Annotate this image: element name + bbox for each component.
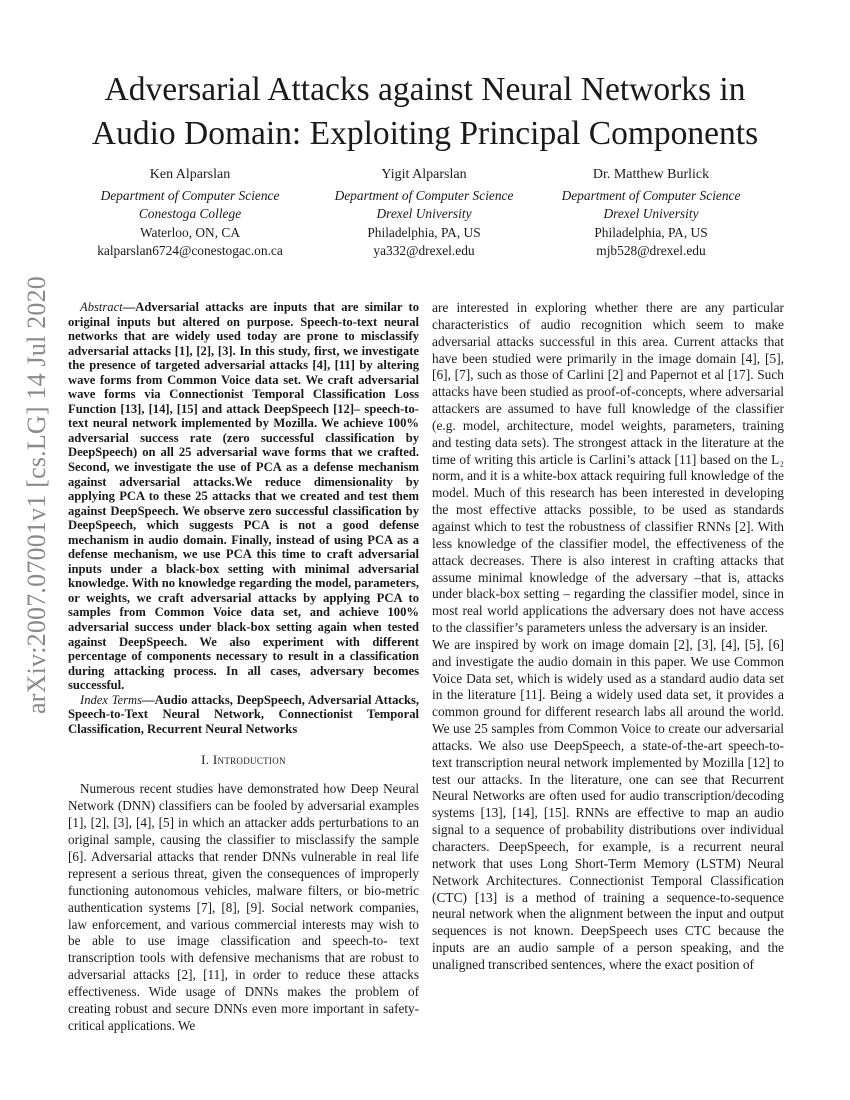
arxiv-stamp <box>14 276 60 714</box>
index-terms-text: —Audio attacks, DeepSpeech, Adversarial Attacks, Speech-to-Text Neural Network, Connectionist Temporal Classification, Recurrent Neural Networks <box>68 692 420 736</box>
author-block <box>0 166 850 266</box>
abstract-label: Abstract <box>80 300 123 314</box>
index-terms-label: Index Terms <box>80 692 143 707</box>
author-1 <box>55 166 325 261</box>
right-column <box>432 300 784 974</box>
author-institution: Drexel University <box>376 206 472 222</box>
intro-paragraph: Numerous recent studies have demonstrated how Deep Neural Network (DNN) classifiers can be fooled by adversarial examples [1], [2], [3], [4], [5] in which an attacker adds perturbations to an original sample, causing the classifier to misclassify the sample [6]. Adversarial attacks that render DNNs vulnerable in real life represent a serious threat, given the consequences of improperly functioning autonomous vehicles, malware filters, or bio-metric authentication systems [7], [8], [9]. Social network companies, law enforcement, and various commercial interests may wish to be able to use image classification and speech-to- text transcription tools with defensive mechanisms that are robust to adversarial attacks [2], [11], in order to reduce these attacks effectiveness. Wide usage of DNNs makes the problem of creating robust and secure DNNs even more important in safety-critical applications. We <box>68 781 419 1033</box>
body-paragraph: are interested in exploring whether there are any particular characteristics of audio recognition which seem to make adversarial attacks successful in this area. Current attacks that have been studied were primarily in the image domain [4], [5], [6], [7], such as those of Carlini [2] and Papernot et al [17]. Such attacks have been studied as proof-of-concepts, where adversarial attackers are assumed to have full knowledge of the classifier (e.g. model, architecture, model weights, parameters, training and testing data sets). The strongest attack in the literature at the time of writing this article is Carlini’s attack [11] based on the L₂ norm, and it is a white-box attack requiring full knowledge of the model. Much of this research has been interested in developing the most effective attacks possible, to be used as standards against which to test the robustness of classifier RNNs [2]. With less knowledge of the classifier model, the effectiveness of the attack decreases. There is also interest in crafting attacks that assume minimal knowledge of the adversary –that is, attacks under black-box setting – regarding the classifier model, since in most real world applications the adversary does not have access to the classifier’s parameters unless the adversary is an insider. <box>432 300 784 636</box>
author-name: Yigit Alparslan <box>381 167 467 182</box>
author-email: mjb528@drexel.edu <box>596 243 706 259</box>
author-email: kalparslan6724@conestogac.on.ca <box>97 243 283 259</box>
author-name: Dr. Matthew Burlick <box>592 167 710 182</box>
author-location: Waterloo, ON, CA <box>139 224 241 240</box>
index-terms <box>68 693 419 737</box>
body-paragraph: We are inspired by work on image domain [2], [3], [4], [5], [6] and investigate the audio domain in this paper. We use Common Voice Data set, which is widely used as a standard audio data set in the literature [11]. Being a widely used data set, it provides a common ground for different research labs all around the world. We use 25 samples from Common Voice to create our adversarial attacks. We also use DeepSpeech, a state-of-the-art speech-to-text transcription neural network implemented by Mozilla [12] to test our attacks. In the literature, one can see that Recurrent Neural Networks are often used for audio transcription/decoding systems [13], [14], [15]. RNNs are effective to map an audio signal to a sequence of probability distributions over individual characters. DeepSpeech, for example, is a recurrent neural network that uses Long Short-Term Memory (LSTM) Neural Network Architectures. Connectionist Temporal Classification (CTC) [13] is a method of training a sequence-to-sequence neural network when the alignment between the input and output sequences is not known. DeepSpeech uses CTC because the inputs are an audio sample of a person speaking, and the unaligned transcribed sentences, where the exact position of <box>432 636 784 972</box>
author-department: Department of Computer Science <box>334 187 514 203</box>
author-department: Department of Computer Science <box>561 187 741 203</box>
left-column <box>68 300 419 1035</box>
author-location: Philadelphia, PA, US <box>594 224 708 240</box>
paper-title: Adversarial Attacks against Neural Networks in Audio Domain: Exploiting Principal Components <box>91 71 759 152</box>
author-location: Philadelphia, PA, US <box>367 224 481 240</box>
author-email: ya332@drexel.edu <box>373 243 475 259</box>
arxiv-stamp-text: arXiv:2007.07001v1 [cs.LG] 14 Jul 2020 <box>22 276 51 714</box>
author-institution: Conestoga College <box>138 206 242 222</box>
author-name: Ken Alparslan <box>149 167 231 182</box>
abstract <box>68 300 419 693</box>
abstract-text: —Adversarial attacks are inputs that are similar to original inputs but altered on purpose. Speech-to-text neural networks that are widely used today are prone to misclassify adversarial attacks [1], [2], [3]. In this study, first, we investigate the presence of targeted adversarial attacks [4], [11] by altering wave forms from Common Voice data set. We craft adversarial wave forms via Connectionist Temporal Classification Loss Function [13], [14], [15] and attack DeepSpeech [12]– speech-to-text neural network implemented by Mozilla. We achieve 100% adversarial success rate (zero successful classification by DeepSpeech) on all 25 adversarial wave forms that we crafted. Second, we investigate the use of PCA as a defense mechanism against adversarial attacks.We reduce dimensionality by applying PCA to these 25 attacks that we created and test them against DeepSpeech. We observe zero successful classification by DeepSpeech, which suggests PCA is not a good defense mechanism in audio domain. Finally, instead of using PCA as a defense mechanism, we use PCA this time to craft adversarial inputs under a black-box setting with minimal adversarial knowledge. With no knowledge regarding the model, parameters, or weights, we craft adversarial attacks by applying PCA to samples from Common Voice data set, and achieve 100% adversarial success under black-box setting again when tested against DeepSpeech. We also experiment with different percentage of components necessary to result in a classification during attacking process. In all cases, adversary becomes successful. <box>68 300 419 693</box>
section-heading: I. Introduction <box>201 752 286 768</box>
author-institution: Drexel University <box>603 206 699 222</box>
author-department: Department of Computer Science <box>100 187 280 203</box>
author-3 <box>516 166 786 261</box>
